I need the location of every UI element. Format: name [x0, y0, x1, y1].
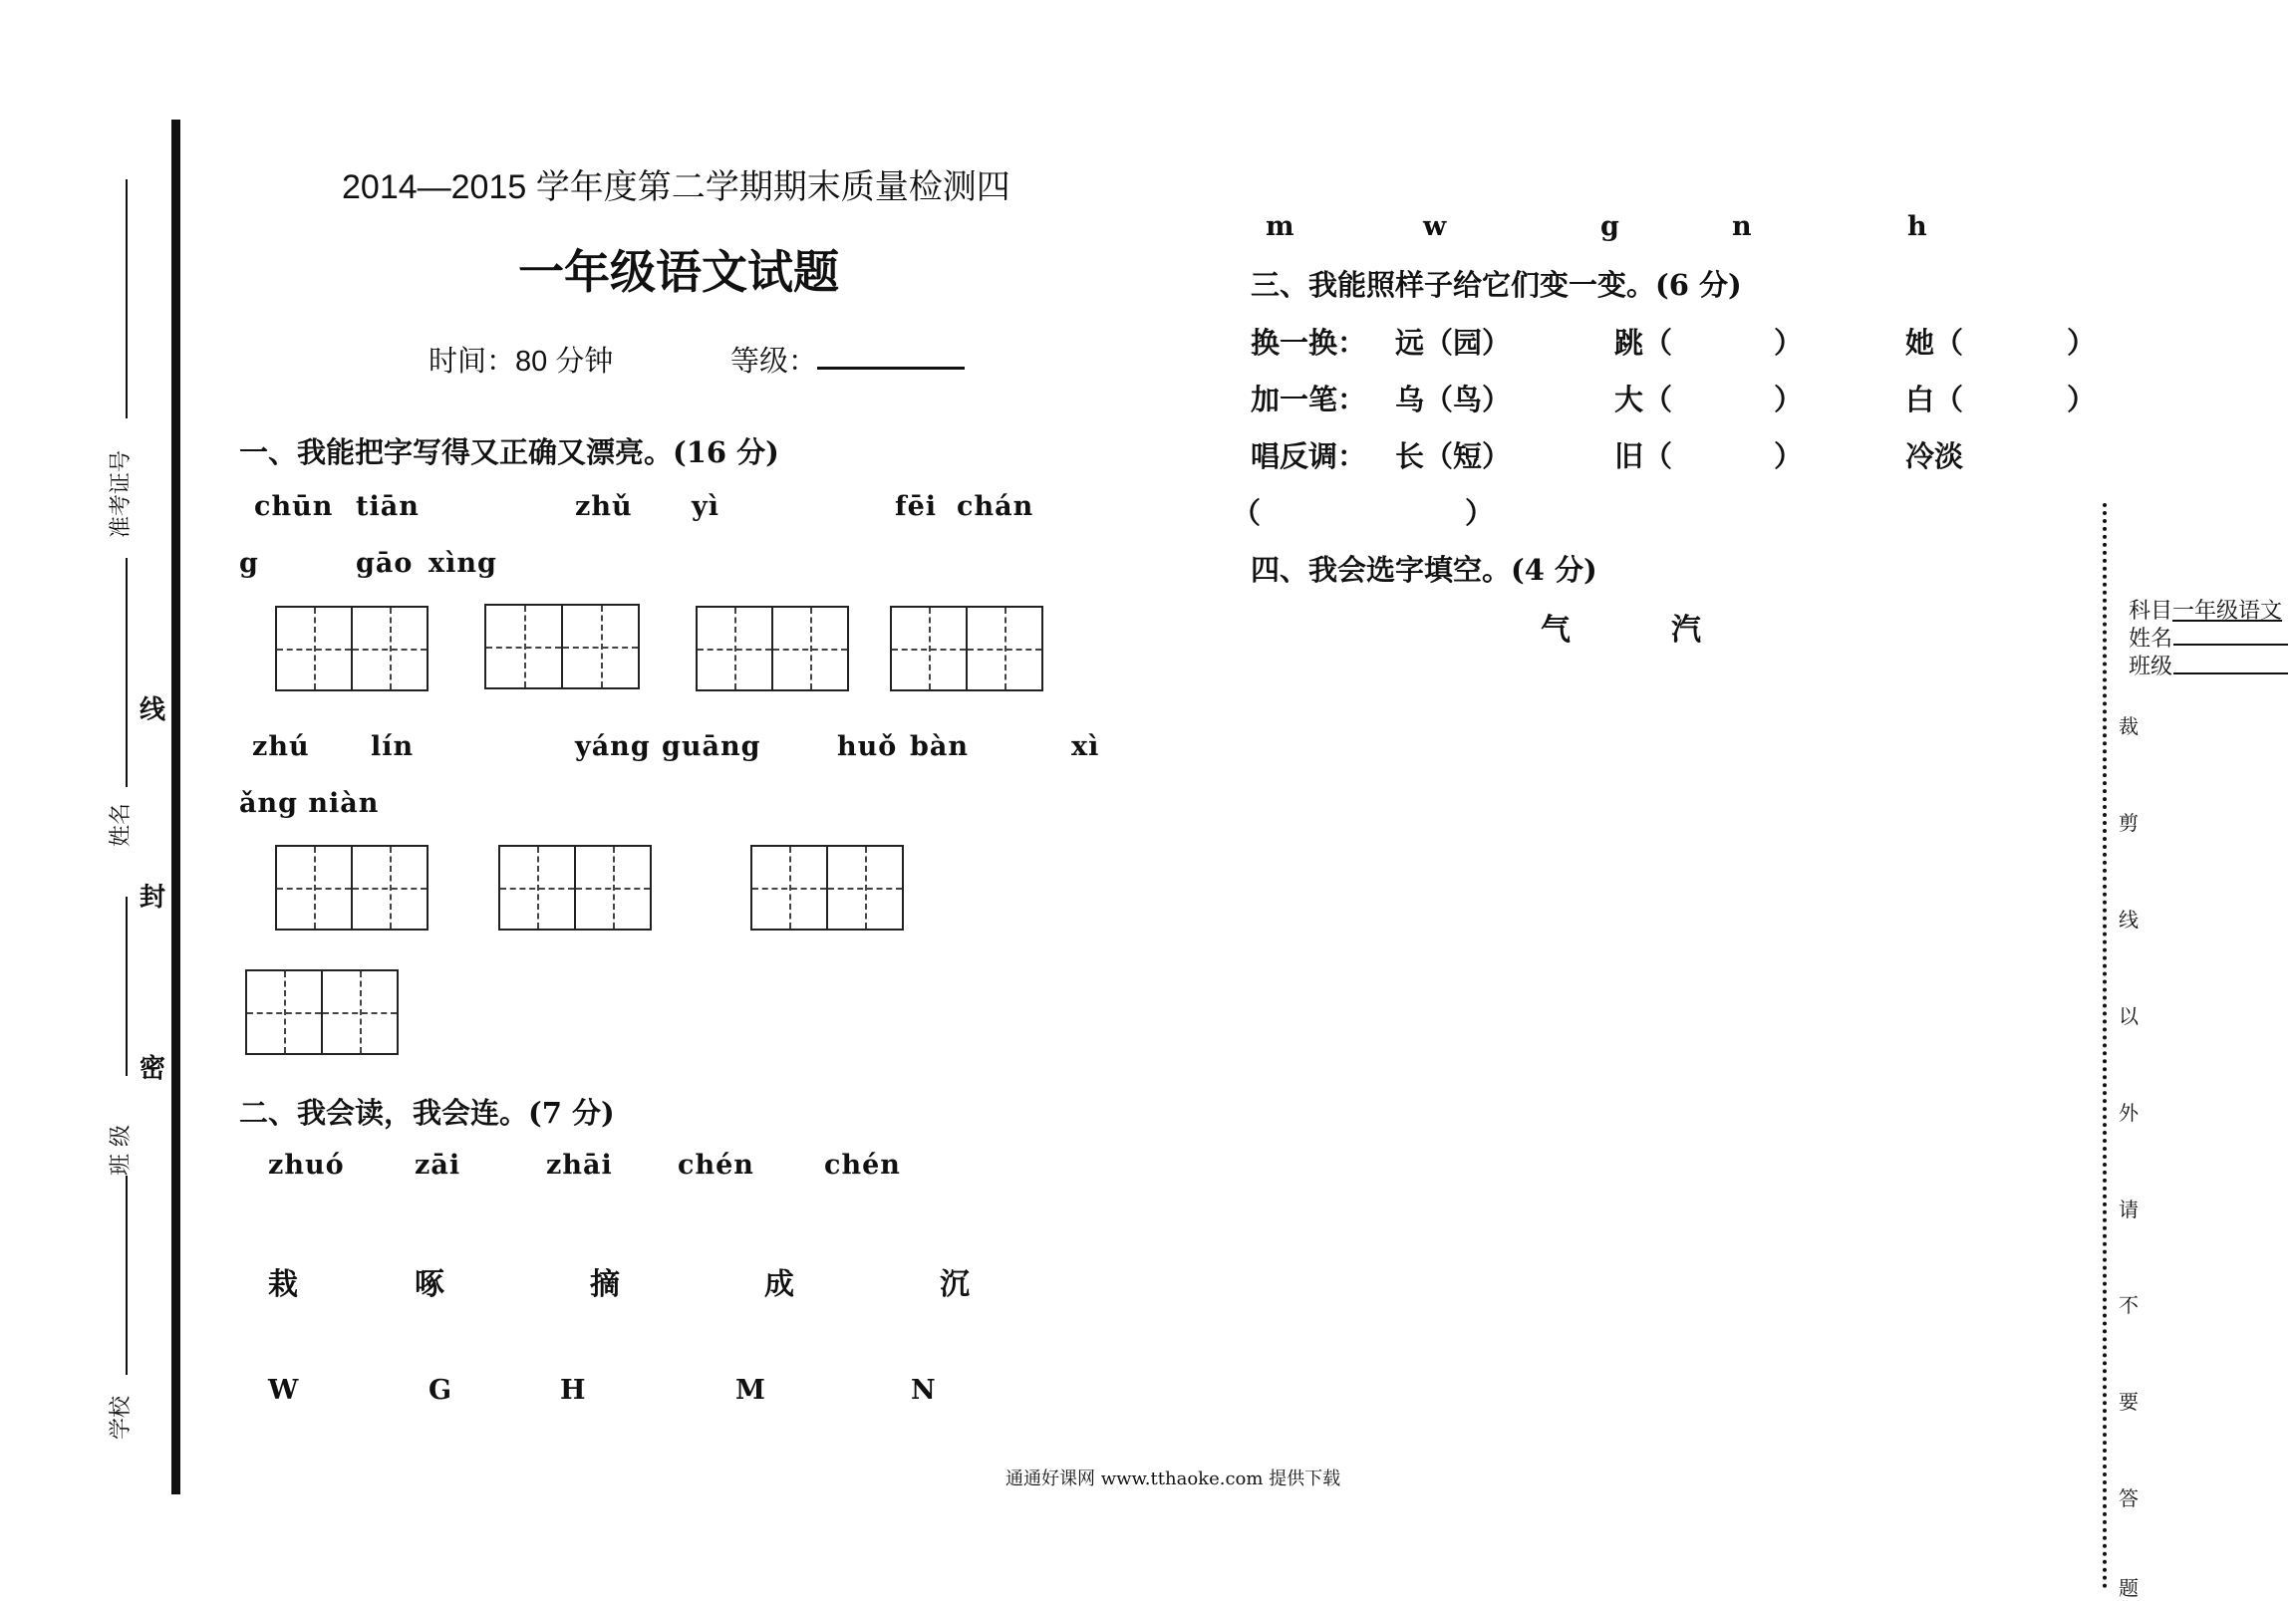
- section3-wrap-close: ）: [1465, 496, 1495, 530]
- cut-text-4: 以: [2119, 1004, 2139, 1028]
- section2-pinyin-4[interactable]: chén: [678, 1150, 754, 1181]
- section4-choice-2[interactable]: 汽: [1671, 613, 1701, 648]
- seal-mark-seal: 封: [140, 883, 166, 913]
- section2-hanzi-4[interactable]: 成: [764, 1267, 794, 1302]
- section2-letter-4[interactable]: M: [735, 1375, 766, 1406]
- section3-row2-item-5: ）: [2067, 383, 2097, 416]
- section3-row2-item-1: 乌（鸟）: [1395, 383, 1512, 416]
- section2-hanzi-2[interactable]: 啄: [415, 1267, 444, 1302]
- section2-pinyin-3[interactable]: zhāi: [546, 1150, 613, 1181]
- cut-text-10: 题: [2119, 1576, 2139, 1600]
- section3-row1-item-3: ）: [1774, 326, 1804, 360]
- section1-row1-pinyin-5: fēi: [895, 491, 938, 522]
- section1-row1-pinyin-3: zhǔ: [575, 491, 633, 522]
- section4-heading: 四、我会选字填空。(4 分): [1251, 553, 1597, 587]
- cut-class-line: [2173, 672, 2288, 674]
- section2-pinyin-2[interactable]: zāi: [415, 1150, 461, 1181]
- section2-pinyin-5[interactable]: chén: [824, 1150, 901, 1181]
- cut-subject-value: 一年级语文: [2172, 598, 2283, 623]
- right-letter-2: w: [1423, 211, 1448, 242]
- section3-row3-item-1: 长（短）: [1395, 439, 1512, 473]
- section3-row2-item-3: ）: [1774, 383, 1804, 416]
- admission-number-label: 准考证号: [109, 449, 134, 538]
- section1-row2-pinyin-1: zhú: [252, 731, 310, 762]
- section4-choice-1[interactable]: 气: [1541, 613, 1571, 648]
- section3-row3-item-4: 冷淡: [1905, 439, 1964, 473]
- seal-mark-secret: 密: [140, 1054, 166, 1084]
- section1-row2-pinyin-6: bàn: [910, 731, 970, 762]
- writing-box-3[interactable]: [696, 606, 849, 691]
- school-label: 学校: [109, 1395, 134, 1440]
- writing-box-7[interactable]: [750, 845, 904, 931]
- time-label: 时间：80 分钟: [429, 346, 614, 378]
- section3-row1-item-2[interactable]: 跳（: [1614, 326, 1673, 360]
- cut-name-line: [2173, 644, 2288, 646]
- footer-credit: 通通好课网 www.tthaoke.com 提供下载: [1005, 1468, 1341, 1489]
- writing-box-5[interactable]: [275, 845, 429, 931]
- section2-letter-3[interactable]: H: [560, 1375, 587, 1406]
- cut-text-8: 要: [2119, 1390, 2139, 1414]
- section3-row2-label: 加一笔：: [1251, 383, 1367, 416]
- cut-text-7: 不: [2119, 1293, 2139, 1317]
- cut-text-9: 答: [2119, 1486, 2139, 1510]
- cut-text-6: 请: [2119, 1198, 2139, 1221]
- section1-row2-wrap: ǎng niàn: [239, 788, 380, 819]
- cut-subject-label: 科目: [2129, 598, 2173, 623]
- section3-row1-item-1: 远（园）: [1395, 326, 1512, 360]
- writing-box-4[interactable]: [890, 606, 1043, 691]
- writing-box-2[interactable]: [484, 604, 640, 689]
- section2-hanzi-1[interactable]: 栽: [268, 1267, 298, 1302]
- section3-row2-item-4[interactable]: 白（: [1905, 383, 1964, 416]
- grade-label: 等级：: [730, 346, 818, 378]
- class-line: [126, 897, 128, 1076]
- section3-row1-item-5: ）: [2067, 326, 2097, 360]
- section1-heading: 一、我能把字写得又正确又漂亮。(16 分): [239, 435, 779, 469]
- section2-letter-5[interactable]: N: [911, 1375, 937, 1406]
- cut-text-1: 裁: [2119, 714, 2139, 738]
- admission-number-line: [126, 179, 128, 418]
- section1-row2-pinyin-2: lín: [371, 731, 415, 762]
- writing-box-1[interactable]: [275, 606, 429, 691]
- section2-hanzi-5[interactable]: 沉: [940, 1267, 970, 1302]
- section1-row1-pinyin-1: chūn: [254, 491, 334, 522]
- school-line: [126, 1176, 128, 1375]
- section1-row1-pinyin-6: chán: [957, 491, 1034, 522]
- section1-row1-pinyin-4: yì: [692, 491, 719, 522]
- cut-text-2: 剪: [2119, 811, 2139, 835]
- seal-mark-line: 线: [140, 695, 166, 725]
- section1-row2-pinyin-7: xì: [1071, 731, 1100, 762]
- section3-row3-item-2[interactable]: 旧（: [1614, 439, 1673, 473]
- cut-text-3: 线: [2119, 908, 2139, 932]
- binding-bar: [171, 120, 180, 1494]
- writing-box-8[interactable]: [245, 969, 399, 1055]
- name-line: [126, 558, 128, 787]
- section1-row1-wrap-2: gāo: [356, 548, 414, 579]
- right-letter-1: m: [1266, 211, 1295, 242]
- subject-title: 一年级语文试题: [518, 245, 839, 299]
- section2-letter-1[interactable]: W: [268, 1375, 300, 1406]
- writing-box-6[interactable]: [498, 845, 652, 931]
- section3-row3-label: 唱反调：: [1251, 439, 1367, 473]
- name-label: 姓名: [109, 802, 134, 847]
- class-label: 班 级: [109, 1125, 134, 1176]
- section2-letter-2[interactable]: G: [429, 1375, 453, 1406]
- section3-row1-label: 换一换：: [1251, 326, 1367, 360]
- section1-row1-pinyin-2: tiān: [356, 491, 420, 522]
- section3-heading: 三、我能照样子给它们变一变。(6 分): [1251, 268, 1742, 302]
- right-letter-4: n: [1732, 211, 1753, 242]
- section2-pinyin-1[interactable]: zhuó: [268, 1150, 345, 1181]
- grade-blank-line: [817, 367, 965, 370]
- exam-title: 2014—2015 学年度第二学期期末质量检测四: [342, 168, 1010, 206]
- cut-subject: [2129, 594, 2282, 625]
- section1-row2-pinyin-5: huǒ: [837, 731, 898, 762]
- section1-row1-wrap-1: g: [239, 548, 259, 579]
- section1-row2-pinyin-4: guāng: [662, 731, 761, 762]
- cut-class-label: 班级: [2129, 654, 2173, 678]
- cut-dashed-line: [2103, 503, 2107, 1589]
- section3-row1-item-4[interactable]: 她（: [1905, 326, 1964, 360]
- section3-row2-item-2[interactable]: 大（: [1614, 383, 1673, 416]
- right-letter-3: g: [1600, 211, 1620, 242]
- section3-row3-item-3: ）: [1774, 439, 1804, 473]
- cut-text-5: 外: [2119, 1101, 2139, 1125]
- cut-name-label: 姓名: [2129, 626, 2173, 651]
- section1-row2-pinyin-3: yáng: [575, 731, 651, 762]
- section2-hanzi-3[interactable]: 摘: [590, 1267, 620, 1302]
- right-letter-5: h: [1907, 211, 1928, 242]
- section2-heading: 二、我会读，我会连。(7 分): [239, 1096, 615, 1130]
- section1-row1-wrap-3: xìng: [429, 548, 497, 579]
- section3-wrap-open: （: [1232, 496, 1262, 530]
